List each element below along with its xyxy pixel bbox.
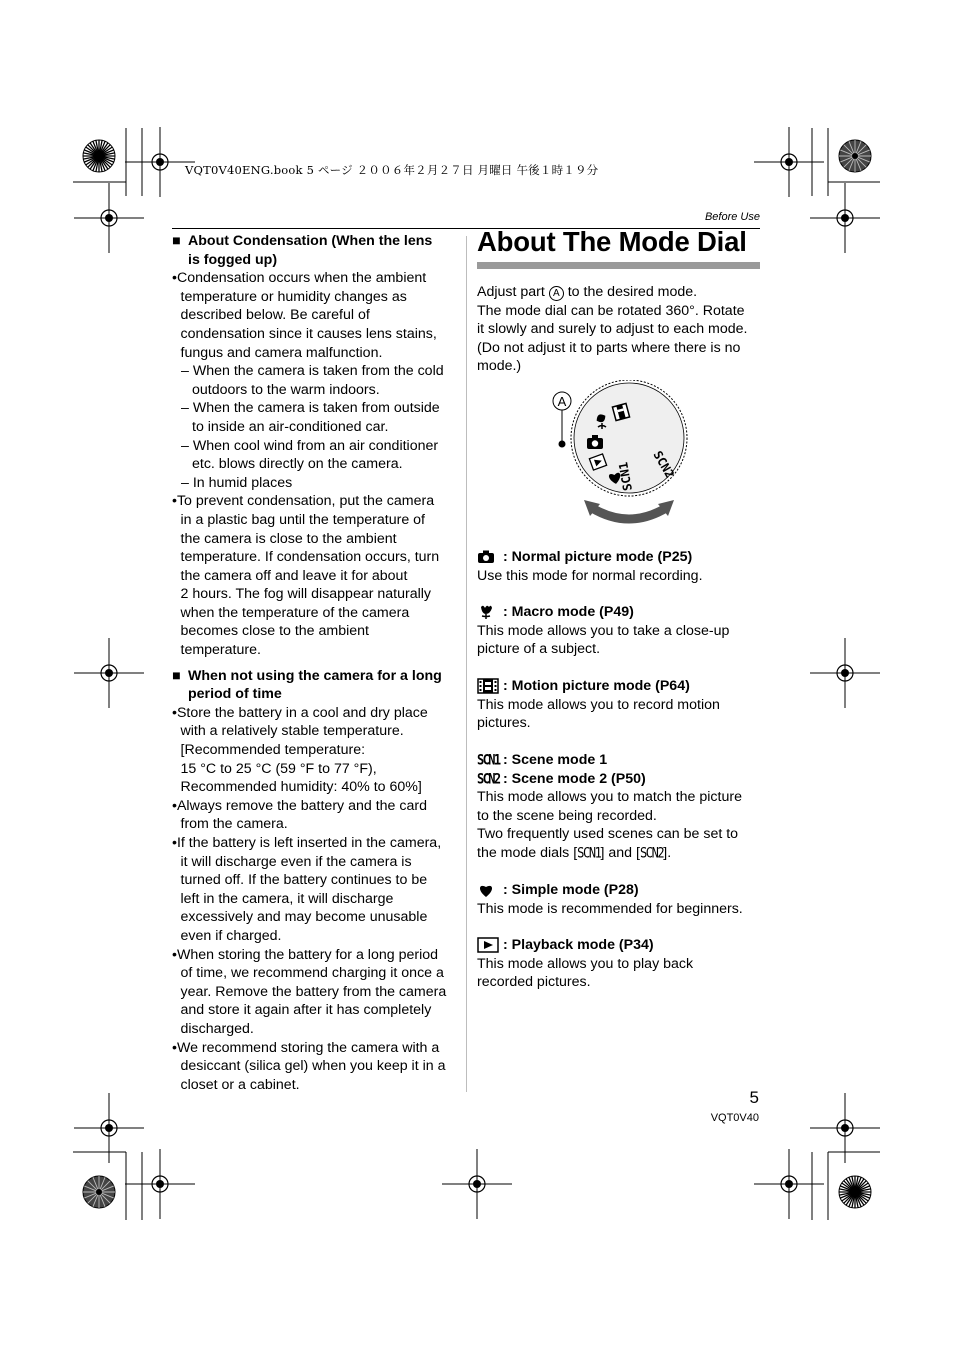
list-item: •When storing the battery for a long period of time, we recommend charging it once a year. Remove the battery from the camera and store it again after it has completely discharged.: [172, 946, 447, 1037]
macro-flower-icon: [477, 603, 503, 621]
section-label: Before Use: [704, 211, 760, 223]
document-id: VQT0V40: [710, 1112, 759, 1124]
condensation-heading: ■ About Condensation (When the lens is fogged up): [172, 233, 433, 268]
dial-scn1-label: SCN1: [616, 461, 635, 492]
list-item: – In humid places: [181, 474, 293, 491]
list-item: •Store the battery in a cool and dry place with a relatively stable temperature. [Recommended temperature: 15 °C to 25 °C (59 °F to 77 °F), Recommended humidity: 40% to 60%]: [172, 704, 428, 796]
mode-macro: : Macro mode (P49) This mode allows you to take a close-up picture of a subject.: [477, 604, 730, 658]
storage-heading: ■ When not using the camera for a long period of time: [172, 667, 442, 703]
motion-picture-icon: [477, 677, 503, 695]
mode-motion-picture: : Motion picture mode (P64) This mode allows you to record motion pictures.: [477, 678, 720, 732]
print-info-line: VQT0V40ENG.book 5 ページ ２００６年２月２７日 月曜日 午後１時１９分: [185, 163, 599, 177]
mode-playback: : Playback mode (P34) This mode allows you to play back recorded pictures.: [477, 937, 694, 991]
dial-motion-picture-icon: [612, 403, 629, 420]
mode-normal: : Normal picture mode (P25) Use this mode for normal recording.: [477, 549, 703, 584]
page-title: About The Mode Dial: [477, 226, 747, 257]
list-item: – When cool wind from an air conditioner etc. blows directly on the camera.: [181, 437, 439, 473]
list-item: •To prevent condensation, put the camera in a plastic bag until the temperature of the camera is close to the ambient temperature. If condensation occurs, turn the camera off and leave it for about 2 hours. The fog will disappear naturally when the temperature of the camera becomes close to the ambient temperature.: [172, 493, 440, 659]
camera-icon: [477, 548, 503, 566]
list-item: •Always remove the battery and the card from the camera.: [172, 797, 427, 833]
dial-scn2-label: SCN2: [650, 448, 677, 481]
list-item: •Condensation occurs when the ambient temperature or humidity changes as described below. Be careful of condensation since it causes lens stains, fungus and camera malfunction.: [172, 270, 437, 361]
list-item: •We recommend storing the camera with a desiccant (silica gel) when you keep it in a closet or a cabinet.: [172, 1039, 446, 1093]
scene1-icon: SCN1: [577, 844, 601, 861]
mode-simple: : Simple mode (P28) This mode is recommended for beginners.: [477, 882, 743, 917]
scene2-icon: SCN2: [639, 844, 664, 861]
list-item: – When the camera is taken from the cold outdoors to the warm indoors.: [181, 363, 444, 398]
scene2-icon: SCN2: [477, 770, 500, 787]
mode-scene: SCN1 : Scene mode 1 SCN2 : Scene mode 2 (P50) This mode allows you to match the picture to the scene being recorded. Two frequently used scenes can be set to the mode dials [SCN1] and [SCN2].: [477, 751, 762, 863]
column-divider: [466, 236, 467, 1092]
list-item: – When the camera is taken from outside to inside an air-conditioned car.: [181, 400, 440, 435]
scene1-icon: SCN1: [477, 751, 500, 769]
rotation-arrow-icon: [584, 500, 674, 519]
part-a-marker: A: [549, 286, 564, 301]
page-number: 5: [749, 1088, 759, 1107]
left-column: [172, 232, 462, 1094]
heart-icon: [477, 881, 503, 899]
mode-dial-illustration: [540, 380, 700, 532]
list-item: •If the battery is left inserted in the camera, it will discharge even if the camera is turned off. If the battery continues to be left in the camera, it will discharge excessively and may become unusable even if charged.: [172, 835, 442, 944]
intro-paragraph: Adjust part A to the desired mode. The mode dial can be rotated 360°. Rotate it slowly and surely to adjust to each mode. (Do not adjust it to parts where there is no mode.): [477, 284, 748, 375]
playback-icon: [477, 936, 503, 954]
title-underline-bar: [477, 262, 760, 269]
pointer-a-label: A: [557, 394, 567, 409]
